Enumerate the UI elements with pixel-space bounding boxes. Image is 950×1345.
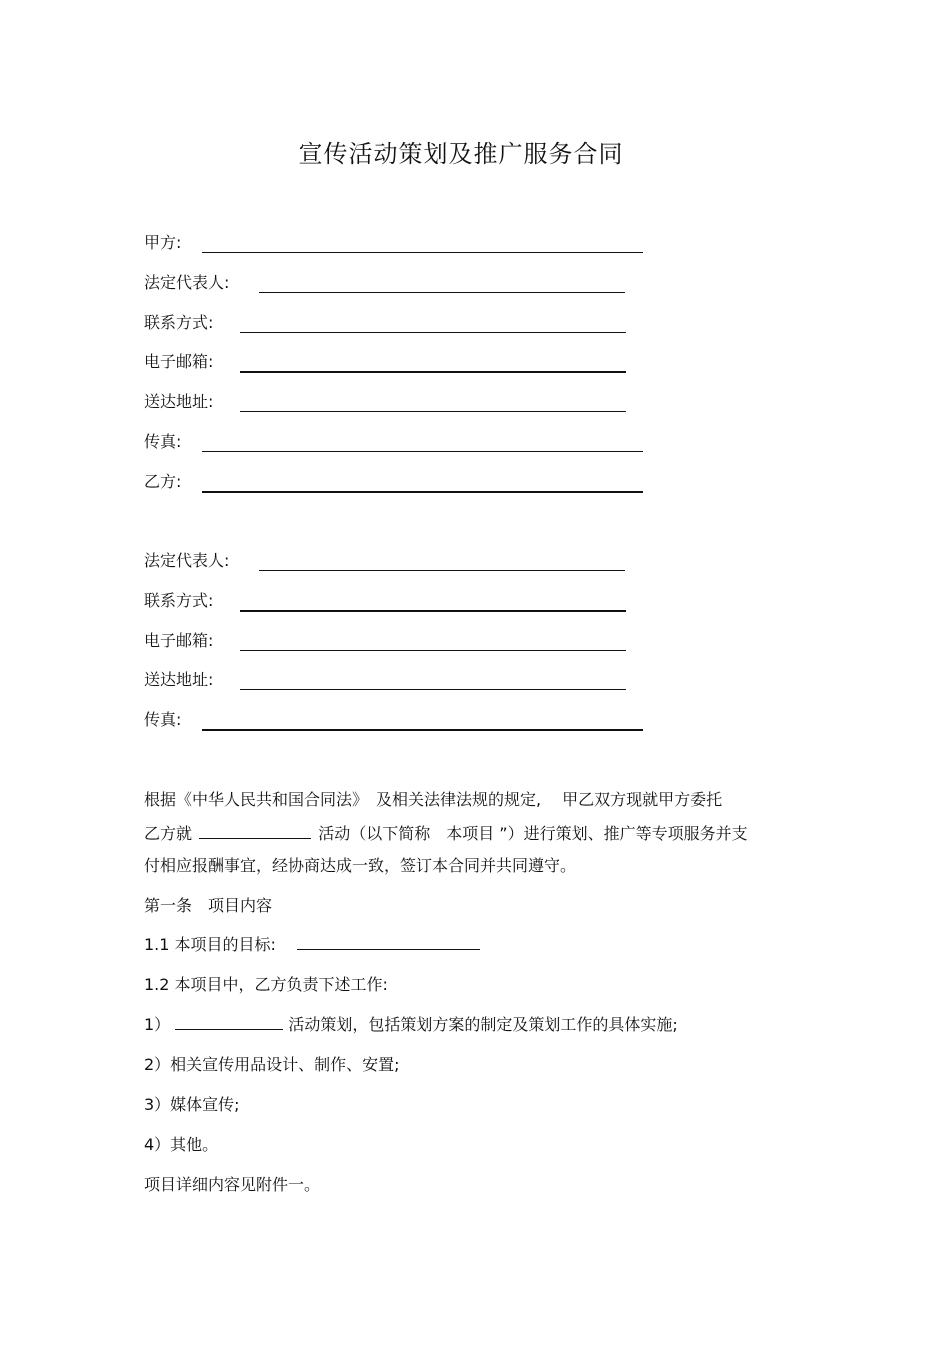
work-item-1	[144, 1013, 678, 1037]
party-b-rep-field[interactable]	[259, 570, 625, 571]
party-b-email-field[interactable]	[240, 650, 626, 651]
preamble-line-2-prefix: 乙方就	[144, 824, 193, 843]
article-1-heading: 第一条 项目内容	[144, 896, 273, 915]
party-a-rep-row	[144, 271, 644, 295]
party-a-address-field[interactable]	[240, 411, 626, 412]
activity-name-field[interactable]	[199, 822, 311, 839]
party-b-contact-field[interactable]	[240, 610, 626, 612]
preamble-line-1: 根据《中华人民共和国合同法》 及相关法律法规的规定, 甲乙双方现就甲方委托	[144, 790, 723, 809]
party-a-email-label: 电子邮箱:	[144, 352, 214, 371]
party-b-name-row	[144, 470, 644, 494]
preamble-line-2	[144, 822, 748, 846]
party-b-fax-field[interactable]	[202, 729, 643, 731]
project-detail-note: 项目详细内容见附件一。	[144, 1175, 321, 1194]
party-a-rep-field[interactable]	[259, 292, 625, 293]
party-a-name-label: 甲方:	[144, 233, 182, 252]
party-b-rep-label: 法定代表人:	[144, 551, 230, 570]
party-a-fax-field[interactable]	[202, 451, 643, 452]
party-a-address-row	[144, 390, 644, 414]
party-a-contact-label: 联系方式:	[144, 313, 214, 332]
party-a-rep-label: 法定代表人:	[144, 273, 230, 292]
party-b-address-field[interactable]	[240, 689, 626, 690]
work-item-3: 3）媒体宣传;	[144, 1095, 240, 1114]
preamble-line-2-suffix: 活动（以下简称 本项目 ”）进行策划、推广等专项服务并支	[318, 824, 748, 843]
work-item-4: 4）其他。	[144, 1135, 219, 1154]
party-a-fax-row	[144, 430, 644, 454]
party-a-fax-label: 传真:	[144, 432, 182, 451]
party-a-contact-field[interactable]	[240, 332, 626, 333]
project-goal-field[interactable]	[297, 933, 480, 950]
work-item-2: 2）相关宣传用品设计、制作、安置;	[144, 1055, 400, 1074]
item-1-2: 1.2 本项目中，乙方负责下述工作:	[144, 975, 388, 994]
party-b-rep-row	[144, 549, 644, 573]
party-b-email-row	[144, 629, 644, 653]
party-b-name-label: 乙方:	[144, 472, 182, 491]
party-b-contact-label: 联系方式:	[144, 591, 214, 610]
party-b-address-label: 送达地址:	[144, 670, 214, 689]
party-a-contact-row	[144, 311, 644, 335]
item-1-1-label: 1.1 本项目的目标:	[144, 935, 276, 954]
page-title: 宣传活动策划及推广服务合同	[298, 140, 624, 168]
work-activity-field[interactable]	[175, 1013, 283, 1030]
party-b-email-label: 电子邮箱:	[144, 631, 214, 650]
party-b-name-field[interactable]	[202, 491, 643, 493]
party-b-fax-row	[144, 708, 644, 732]
preamble-line-3: 付相应报酬事宜，经协商达成一致，签订本合同并共同遵守。	[144, 856, 577, 875]
party-a-name-field[interactable]	[202, 252, 643, 253]
party-a-email-row	[144, 350, 644, 374]
party-a-email-field[interactable]	[240, 371, 626, 373]
work-item-1-suffix: 活动策划，包括策划方案的制定及策划工作的具体实施;	[288, 1015, 678, 1034]
party-b-address-row	[144, 668, 644, 692]
party-a-address-label: 送达地址:	[144, 392, 214, 411]
work-item-1-prefix: 1）	[144, 1015, 171, 1034]
party-b-contact-row	[144, 589, 644, 613]
party-a-name-row	[144, 231, 644, 255]
party-b-fax-label: 传真:	[144, 710, 182, 729]
item-1-1	[144, 933, 480, 957]
